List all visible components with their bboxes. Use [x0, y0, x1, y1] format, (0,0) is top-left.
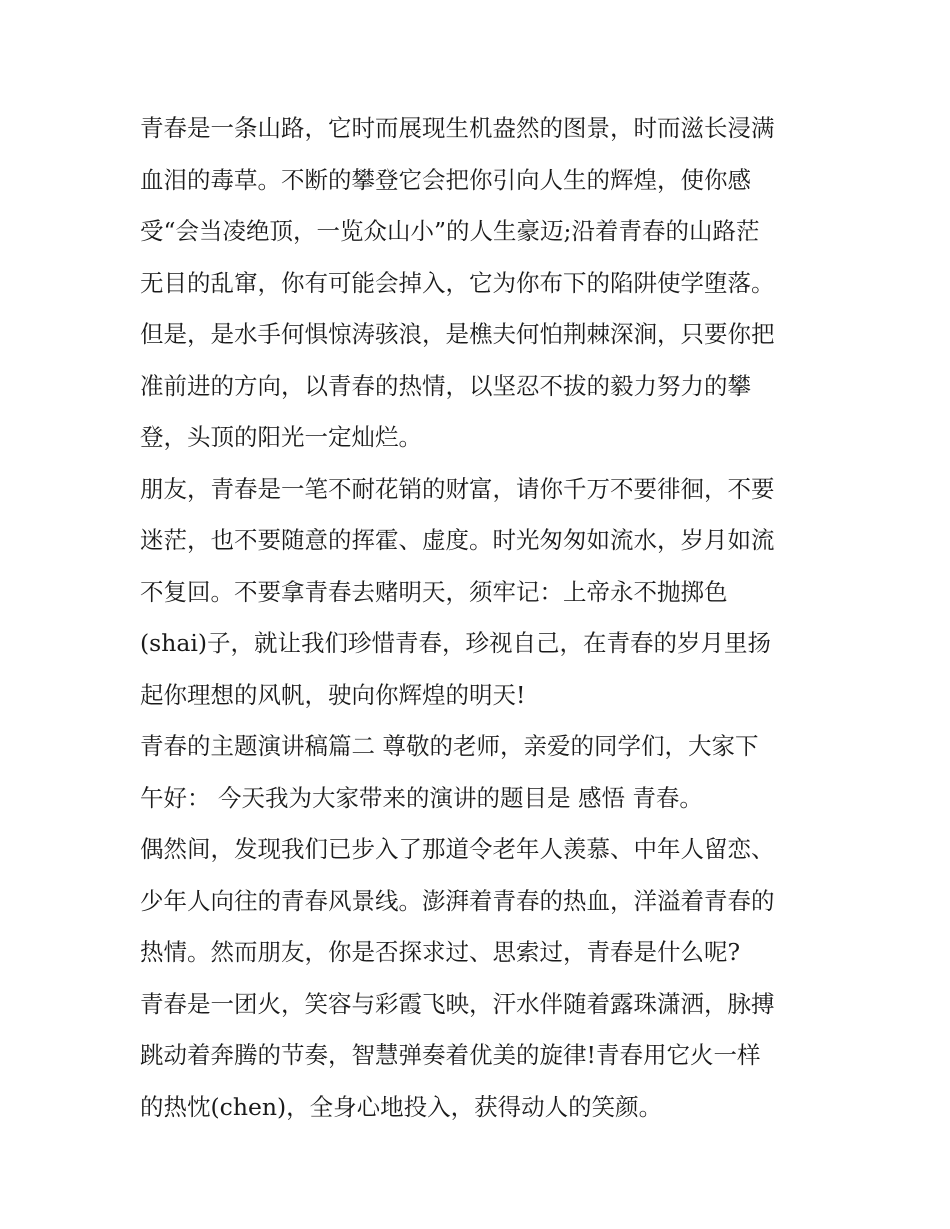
text-line: 跳动着奔腾的节奏，智慧弹奏着优美的旋律!青春用它火一样 — [140, 1041, 761, 1069]
text-line: 少年人向往的青春风景线。澎湃着青春的热血，洋溢着青春的 — [140, 886, 775, 915]
text-line: 受“会当凌绝顶，一览众山小”的人生豪迈;沿着青春的山路茫 — [140, 217, 760, 245]
body-text — [140, 103, 820, 1133]
text-line: 准前进的方向，以青春的热情，以坚忍不拔的毅力努力的攀 — [140, 371, 751, 400]
text-line: 青春是一团火，笑容与彩霞飞映，汗水伴随着露珠潇洒，脉搏 — [140, 989, 775, 1018]
text-line: 热情。然而朋友，你是否探求过、思索过，青春是什么呢? — [140, 938, 741, 966]
text-line: 朋友，青春是一笔不耐花销的财富，请你千万不要徘徊，不要 — [140, 474, 775, 503]
text-line: 登，头顶的阳光一定灿烂。 — [140, 423, 422, 451]
text-line: 不复回。不要拿青春去赌明天，须牢记：上帝永不抛掷色 — [140, 577, 728, 606]
text-line: 午好： 今天我为大家带来的演讲的题目是 感悟 青春。 — [140, 783, 703, 812]
text-line: 但是，是水手何惧惊涛骇浪，是樵夫何怕荆棘深涧，只要你把 — [140, 320, 775, 348]
text-line: 起你理想的风帆，驶向你辉煌的明天! — [140, 680, 526, 709]
text-line: 青春的主题演讲稿篇二 尊敬的老师，亲爱的同学们，大家下 — [140, 732, 759, 760]
text-line: 偶然间，发现我们已步入了那道令老年人羡慕、中年人留恋、 — [140, 835, 775, 863]
text-line: 迷茫，也不要随意的挥霍、虚度。时光匆匆如流水，岁月如流 — [140, 526, 775, 554]
text-line: 血泪的毒草。不断的攀登它会把你引向人生的辉煌，使你感 — [140, 165, 751, 194]
text-line: 青春是一条山路，它时而展现生机盎然的图景，时而滋长浸满 — [140, 114, 775, 142]
text-line: (shai)子，就让我们珍惜青春，珍视自己，在青春的岁月里扬 — [140, 629, 772, 657]
text-line: 无目的乱窜，你有可能会掉入，它为你布下的陷阱使学堕落。 — [140, 268, 775, 297]
text-line: 的热忱(chen)，全身心地投入，获得动人的笑颜。 — [140, 1092, 663, 1121]
